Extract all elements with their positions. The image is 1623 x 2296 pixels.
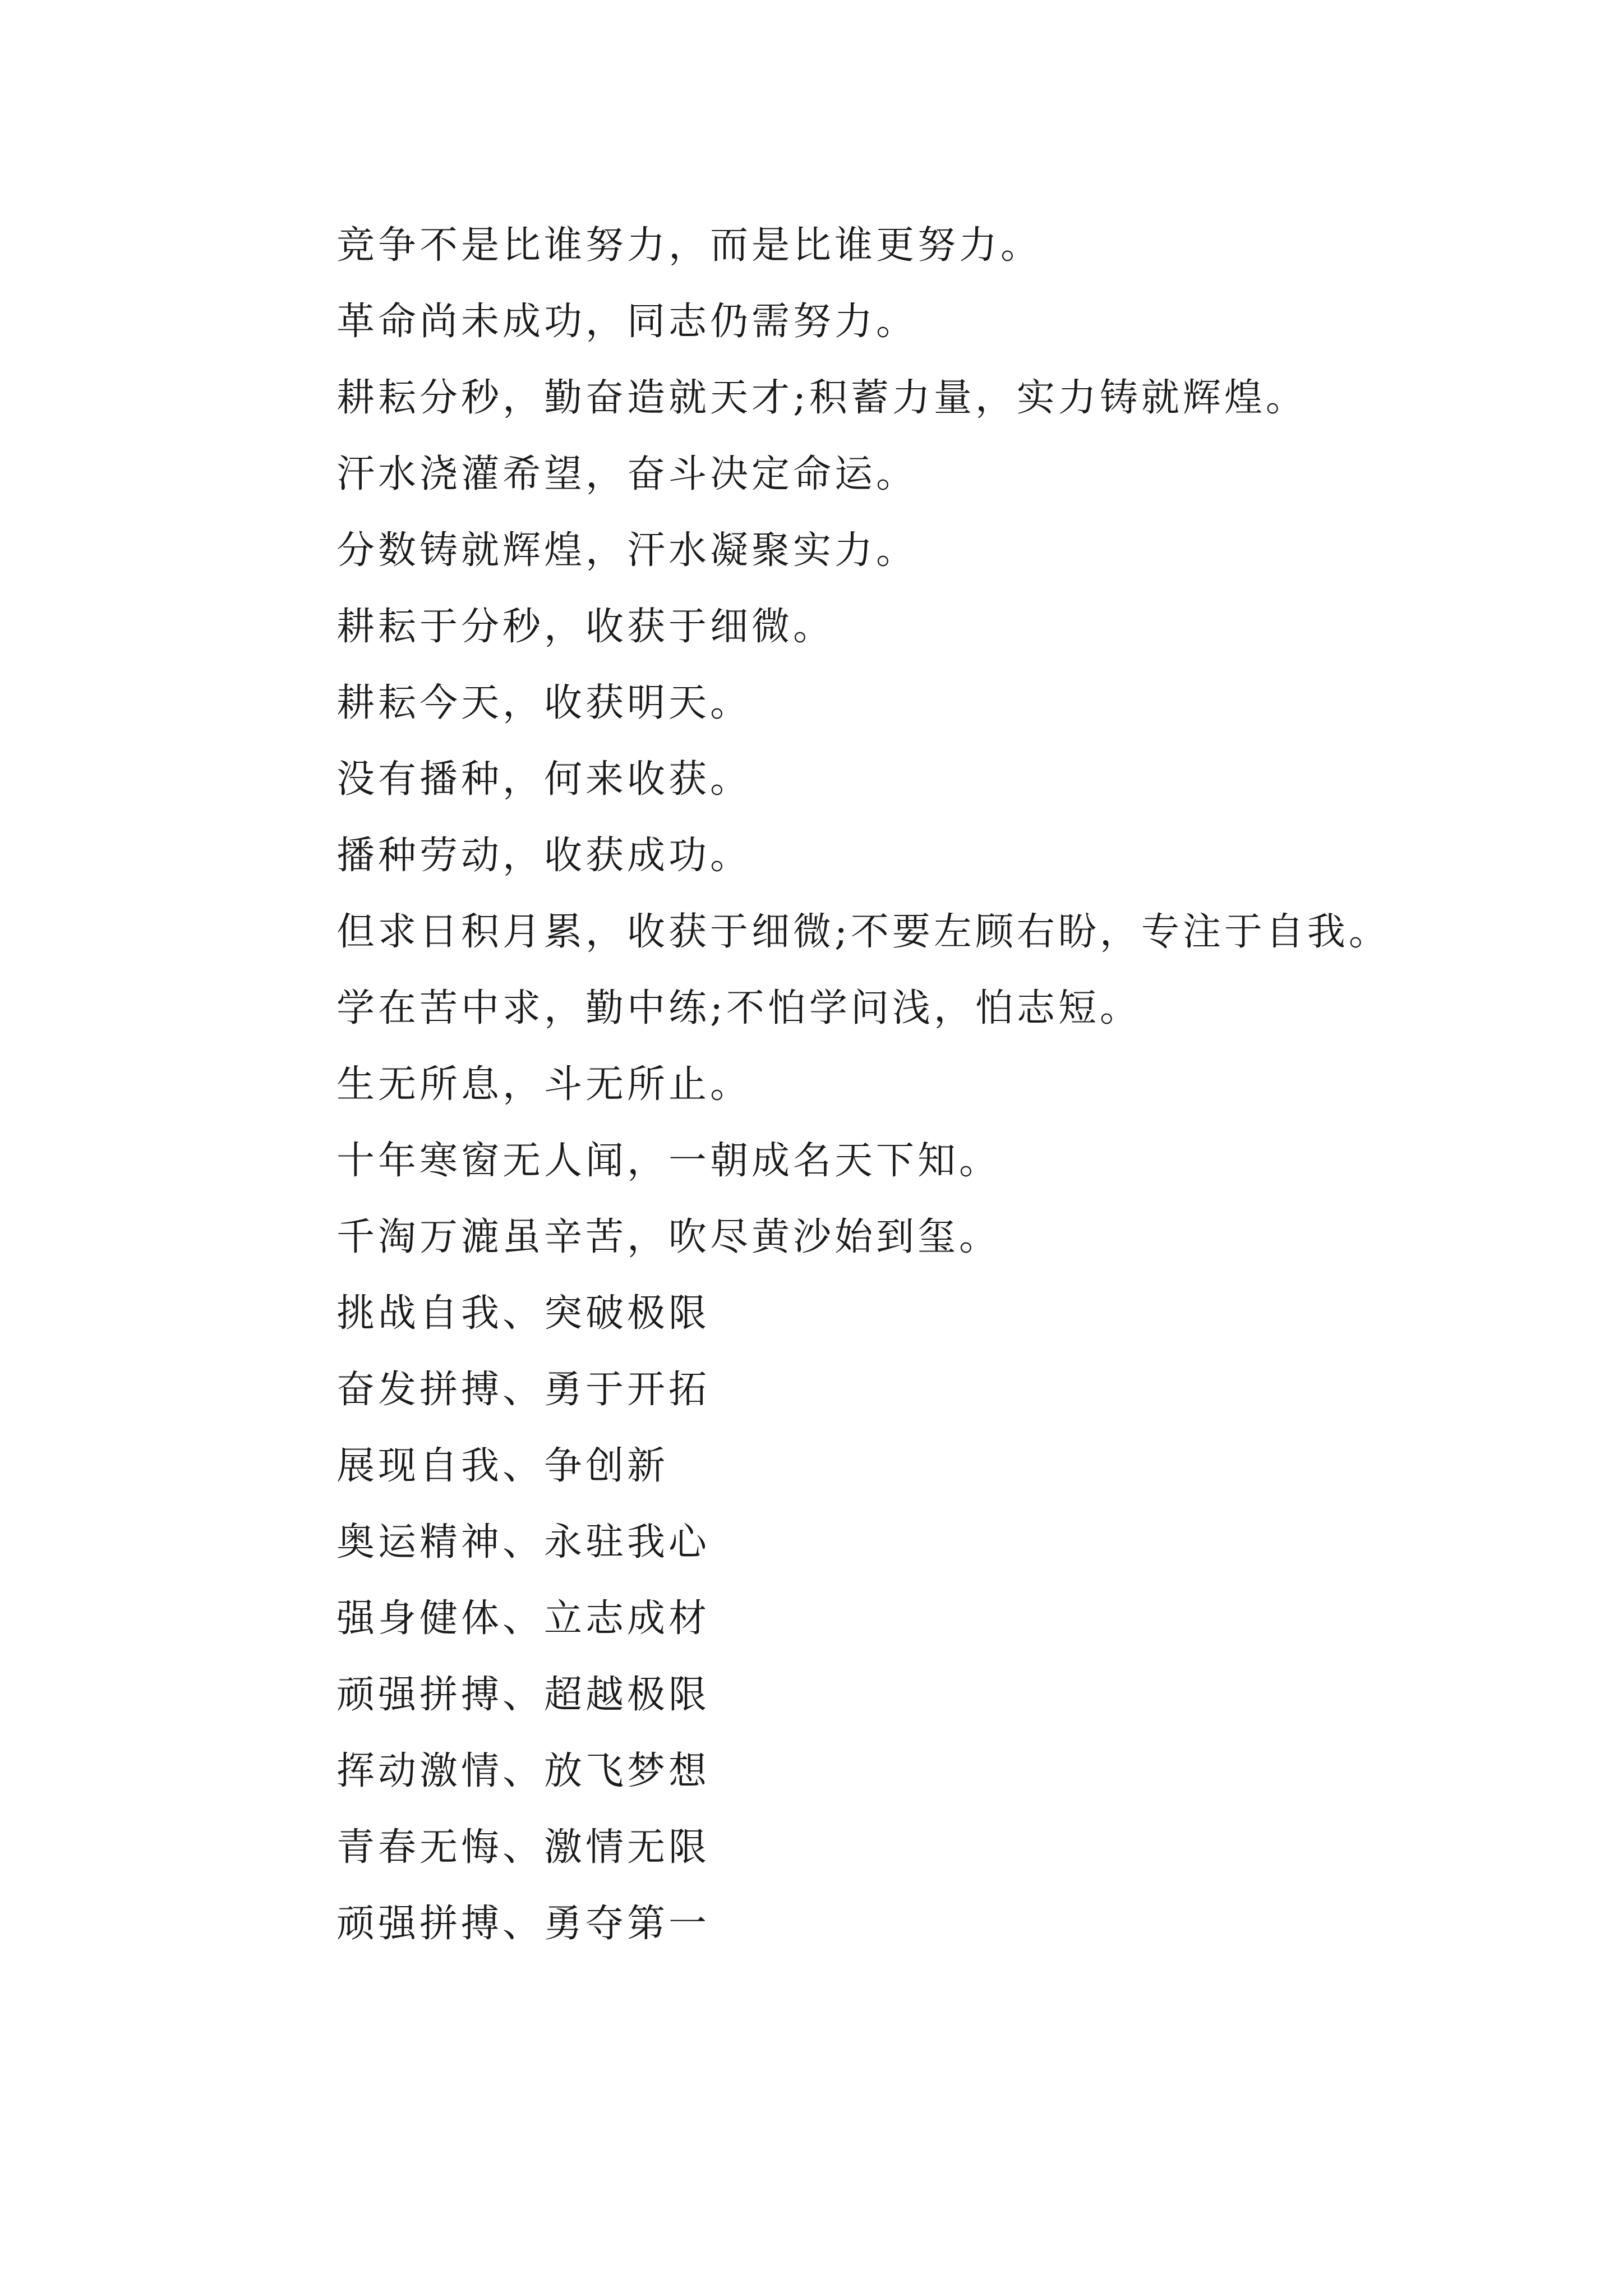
paragraph: 汗水浇灌希望，奋斗决定命运。 bbox=[336, 452, 918, 496]
paragraph: 革命尚未成功，同志仍需努力。 bbox=[336, 300, 918, 344]
paragraph: 强身健体、立志成材 bbox=[336, 1596, 711, 1641]
paragraph: 奋发拼搏、勇于开拓 bbox=[336, 1368, 711, 1412]
paragraph: 分数铸就辉煌，汗水凝聚实力。 bbox=[336, 528, 918, 573]
paragraph: 顽强拼搏、超越极限 bbox=[336, 1673, 711, 1717]
paragraph: 十年寒窗无人闻，一朝成名天下知。 bbox=[336, 1139, 1001, 1183]
paragraph: 展现自我、争创新 bbox=[336, 1444, 669, 1488]
paragraph: 挑战自我、突破极限 bbox=[336, 1291, 711, 1336]
paragraph: 竞争不是比谁努力，而是比谁更努力。 bbox=[336, 223, 1043, 268]
paragraph: 没有播种，何来收获。 bbox=[336, 757, 752, 802]
paragraph: 学在苦中求，勤中练;不怕学问浅，怕志短。 bbox=[336, 986, 1141, 1030]
paragraph: 耕耘今天，收获明天。 bbox=[336, 681, 752, 725]
paragraph: 生无所息，斗无所止。 bbox=[336, 1062, 752, 1107]
paragraph: 播种劳动，收获成功。 bbox=[336, 834, 752, 878]
paragraph: 挥动激情、放飞梦想 bbox=[336, 1749, 711, 1793]
paragraph: 耕耘于分秒，收获于细微。 bbox=[336, 605, 835, 649]
paragraph: 但求日积月累，收获于细微;不要左顾右盼，专注于自我。 bbox=[336, 910, 1390, 954]
document-body bbox=[247, 208, 1391, 1962]
paragraph: 奥运精神、永驻我心 bbox=[336, 1520, 711, 1565]
paragraph: 顽强拼搏、勇夺第一 bbox=[336, 1902, 711, 1946]
paragraph: 千淘万漉虽辛苦，吹尽黄沙始到玺。 bbox=[336, 1215, 1001, 1259]
paragraph: 耕耘分秒，勤奋造就天才;积蓄力量，实力铸就辉煌。 bbox=[336, 376, 1307, 420]
paragraph: 青春无悔、激情无限 bbox=[336, 1825, 711, 1870]
